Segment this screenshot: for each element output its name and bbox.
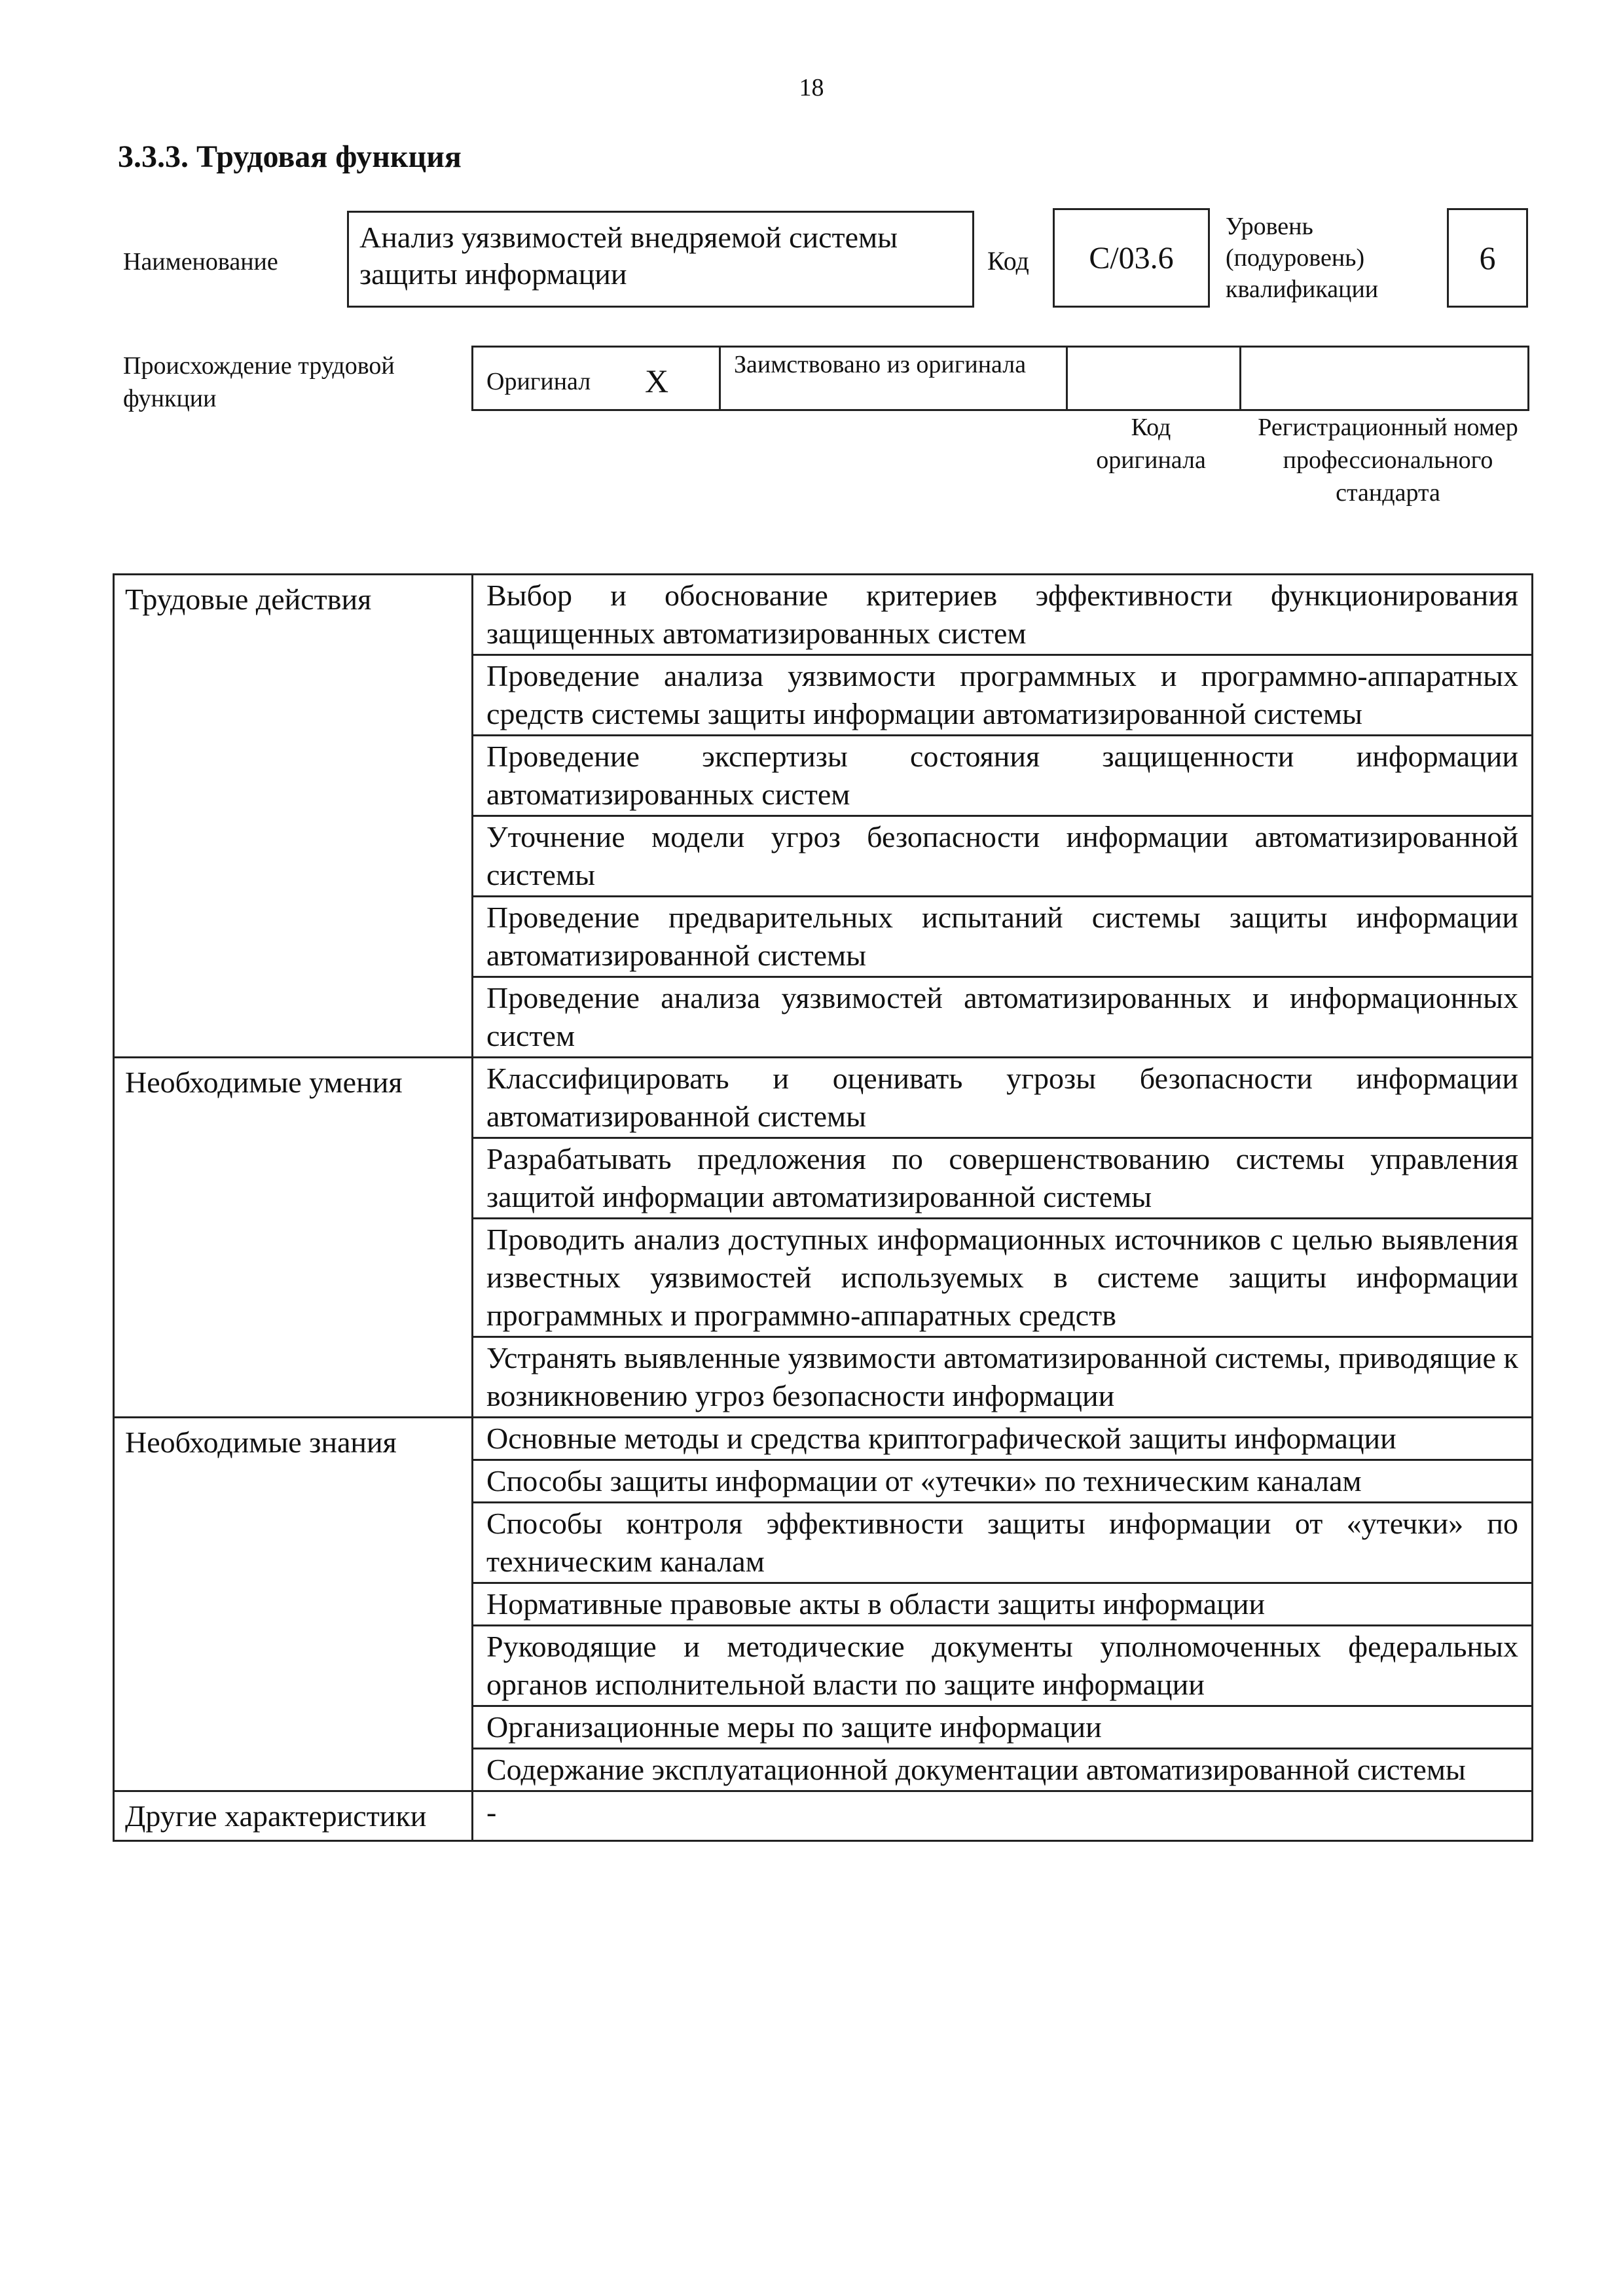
origin-table (471, 346, 1529, 411)
registration-caption: Регистрационный номер профессионального стандарта (1258, 414, 1518, 507)
group-label: Необходимые умения (115, 1058, 473, 1416)
table-row: - (486, 1795, 497, 1829)
group-items (473, 575, 1531, 1056)
table-row: Проведение экспертизы состояния защищенности информации автоматизированных систем (473, 736, 1531, 817)
table-row: Проведение анализа уязвимости программных и программно-аппаратных средств системы защиты информации автоматизированной системы (473, 656, 1531, 736)
table-row: Содержание эксплуатационной документации автоматизированной системы (486, 1753, 1466, 1786)
table-group (115, 1058, 1531, 1418)
group-label: Необходимые знания (115, 1418, 473, 1790)
origin-label: Происхождение трудовой функции (123, 352, 395, 412)
table-row: Нормативные правовые акты в области защиты информации (473, 1584, 1531, 1626)
table-row: Уточнение модели угроз безопасности информации автоматизированной системы (473, 817, 1531, 897)
table-group (115, 575, 1531, 1058)
level-label: Уровень (подуровень) квалификации (1226, 213, 1379, 303)
group-label: Другие характеристики (115, 1792, 473, 1840)
origin-code-cell (1068, 348, 1241, 409)
original-mark: X (645, 363, 669, 399)
table-row: Организационные меры по защите информации (473, 1707, 1531, 1749)
origin-original-cell (473, 348, 721, 409)
table-row: Способы контроля эффективности защиты информации от «утечки» по техническим каналам (473, 1503, 1531, 1584)
table-row: Проводить анализ доступных информационных источников с целью выявления известных уязвимостей используемых в системе защиты информации программных и программно-аппаратных средств (473, 1219, 1531, 1338)
table-group (115, 1418, 1531, 1792)
group-label: Трудовые действия (115, 575, 473, 1056)
table-row: Проведение анализа уязвимостей автоматизированных и информационных систем (486, 981, 1518, 1052)
group-items (473, 1418, 1531, 1790)
borrowed-label: Заимствовано из оригинала (734, 351, 1027, 378)
table-row: Основные методы и средства криптографической защиты информации (473, 1418, 1531, 1461)
table-row: Способы защиты информации от «утечки» по техническим каналам (473, 1461, 1531, 1503)
origin-registration-cell (1241, 348, 1527, 409)
page-number: 18 (799, 74, 824, 101)
original-label: Оригинал (486, 368, 591, 395)
function-name-box: Анализ уязвимостей внедряемой системы защиты информации (347, 211, 974, 308)
function-details-table (113, 573, 1533, 1842)
table-row: Разрабатывать предложения по совершенствованию системы управления защитой информации автоматизированной системы (473, 1139, 1531, 1219)
name-label: Наименование (123, 248, 278, 276)
section-title: 3.3.3. Трудовая функция (118, 139, 462, 174)
original-code-caption: Код оригинала (1096, 414, 1206, 474)
table-row: Проведение предварительных испытаний системы защиты информации автоматизированной системы (473, 897, 1531, 978)
origin-borrowed-cell (721, 348, 1068, 409)
table-row: Устранять выявленные уязвимости автоматизированной системы, приводящие к возникновению угроз безопасности информации (486, 1341, 1518, 1412)
code-box: С/03.6 (1053, 208, 1210, 308)
table-group (115, 1792, 1531, 1840)
group-items (473, 1792, 1531, 1840)
level-box: 6 (1447, 208, 1528, 308)
table-row: Классифицировать и оценивать угрозы безопасности информации автоматизированной системы (473, 1058, 1531, 1139)
code-label: Код (987, 246, 1029, 276)
group-items (473, 1058, 1531, 1416)
table-row: Выбор и обоснование критериев эффективности функционирования защищенных автоматизированных систем (473, 575, 1531, 656)
table-row: Руководящие и методические документы уполномоченных федеральных органов исполнительной власти по защите информации (473, 1626, 1531, 1707)
